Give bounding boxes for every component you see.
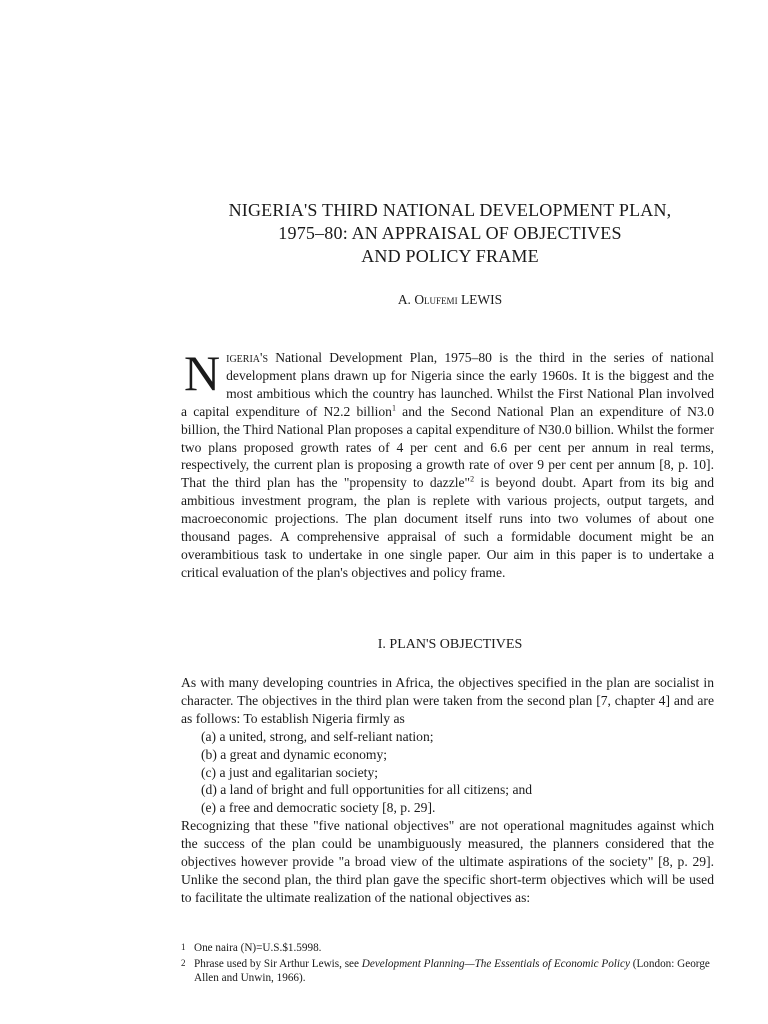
list-item: (d) a land of bright and full opportunities for all citizens; and: [201, 782, 533, 798]
footnote-ref-2: 2: [470, 474, 475, 484]
intro-text-a: National Development Plan, 1975–80 is the third in the series of national development plans drawn up for Nigeria since the early 1960s. It is the biggest and the most ambitious which the country has launched. Whilst the First National Plan involved a capital expenditure of N2.2 billion: [181, 350, 714, 419]
objectives-intro: As with many developing countries in Africa, the objectives specified in the plan are socialist in character. The objectives in the third plan were taken from the second plan [7, chapter 4] and are as follows: To establish Nigeria firmly as: [181, 675, 714, 726]
article-title: [150, 199, 750, 268]
intro-lead-word: igeria's: [226, 350, 269, 365]
intro-text-b: and the Second National Plan an expenditure of N3.0 billion, the Third National Plan proposes a capital expenditure of N30.0 billion. Whilst the former two plans proposed growth rates of 4 per cent and 6.6 per cent per annum in real terms, respectively, the current plan is proposing a growth rate of over 9 per cent per annum [8, p. 10]. That the third plan has the "propensity to dazzle": [181, 403, 714, 491]
objectives-list: [181, 728, 714, 818]
list-item: (b) a great and dynamic economy;: [201, 746, 388, 762]
title-line-1: NIGERIA'S THIRD NATIONAL DEVELOPMENT PLAN,: [228, 200, 672, 220]
author-byline: [150, 292, 750, 308]
intro-text-c: is beyond doubt. Apart from its big and ambitious investment program, the plan is replete with various projects, output targets, and macroeconomic projections. The plan document itself runs into two volumes of about one thousand pages. A comprehensive appraisal of such a formidable document might be an overambitious task to undertake in one single paper. Our aim in this paper is to undertake a critical evaluation of the plan's objectives and policy frame.: [181, 475, 714, 580]
list-item: (c) a just and egalitarian society;: [201, 764, 379, 780]
footnote-ref-1: 1: [391, 403, 396, 413]
footnote-text: One naira (N)=U.S.$1.5998.: [194, 942, 322, 954]
footnote-text-pre: Phrase used by Sir Arthur Lewis, see: [194, 957, 362, 970]
author-first-name: Olufemi: [414, 292, 458, 307]
footnote-marker: 2: [181, 957, 186, 968]
footnote-marker: 1: [181, 942, 186, 952]
objectives-closing: Recognizing that these "five national objectives" are not operational magnitudes against which the success of the plan could be unambiguously measured, the planners considered that the objectives however provide "a broad view of the ultimate aspirations of the society" [8, p. 29]. Unlike the second plan, the third plan gave the specific short-term objectives which will be used to facilitate the ultimate realization of the national objectives as:: [181, 818, 714, 905]
footnote-text-post: (London: George Allen and Unwin, 1966).: [194, 957, 710, 984]
drop-cap: N: [184, 345, 221, 401]
title-line-3: AND POLICY FRAME: [361, 246, 539, 266]
title-line-2: 1975–80: AN APPRAISAL OF OBJECTIVES: [278, 223, 622, 243]
author-surname: LEWIS: [457, 292, 503, 307]
footnote-1: [181, 940, 714, 956]
footnote-2: [181, 956, 714, 986]
section-heading: I. PLAN'S OBJECTIVES: [377, 637, 523, 652]
list-item: (a) a united, strong, and self-reliant nation;: [201, 728, 434, 744]
footnote-book-title: Development Planning—The Essentials of Economic Policy: [361, 957, 630, 970]
objectives-paragraph: [181, 674, 714, 907]
footnotes: [181, 940, 714, 986]
list-item: (e) a free and democratic society [8, p. 29].: [201, 800, 436, 816]
author-initial: A.: [397, 292, 415, 307]
intro-paragraph: [181, 345, 714, 582]
